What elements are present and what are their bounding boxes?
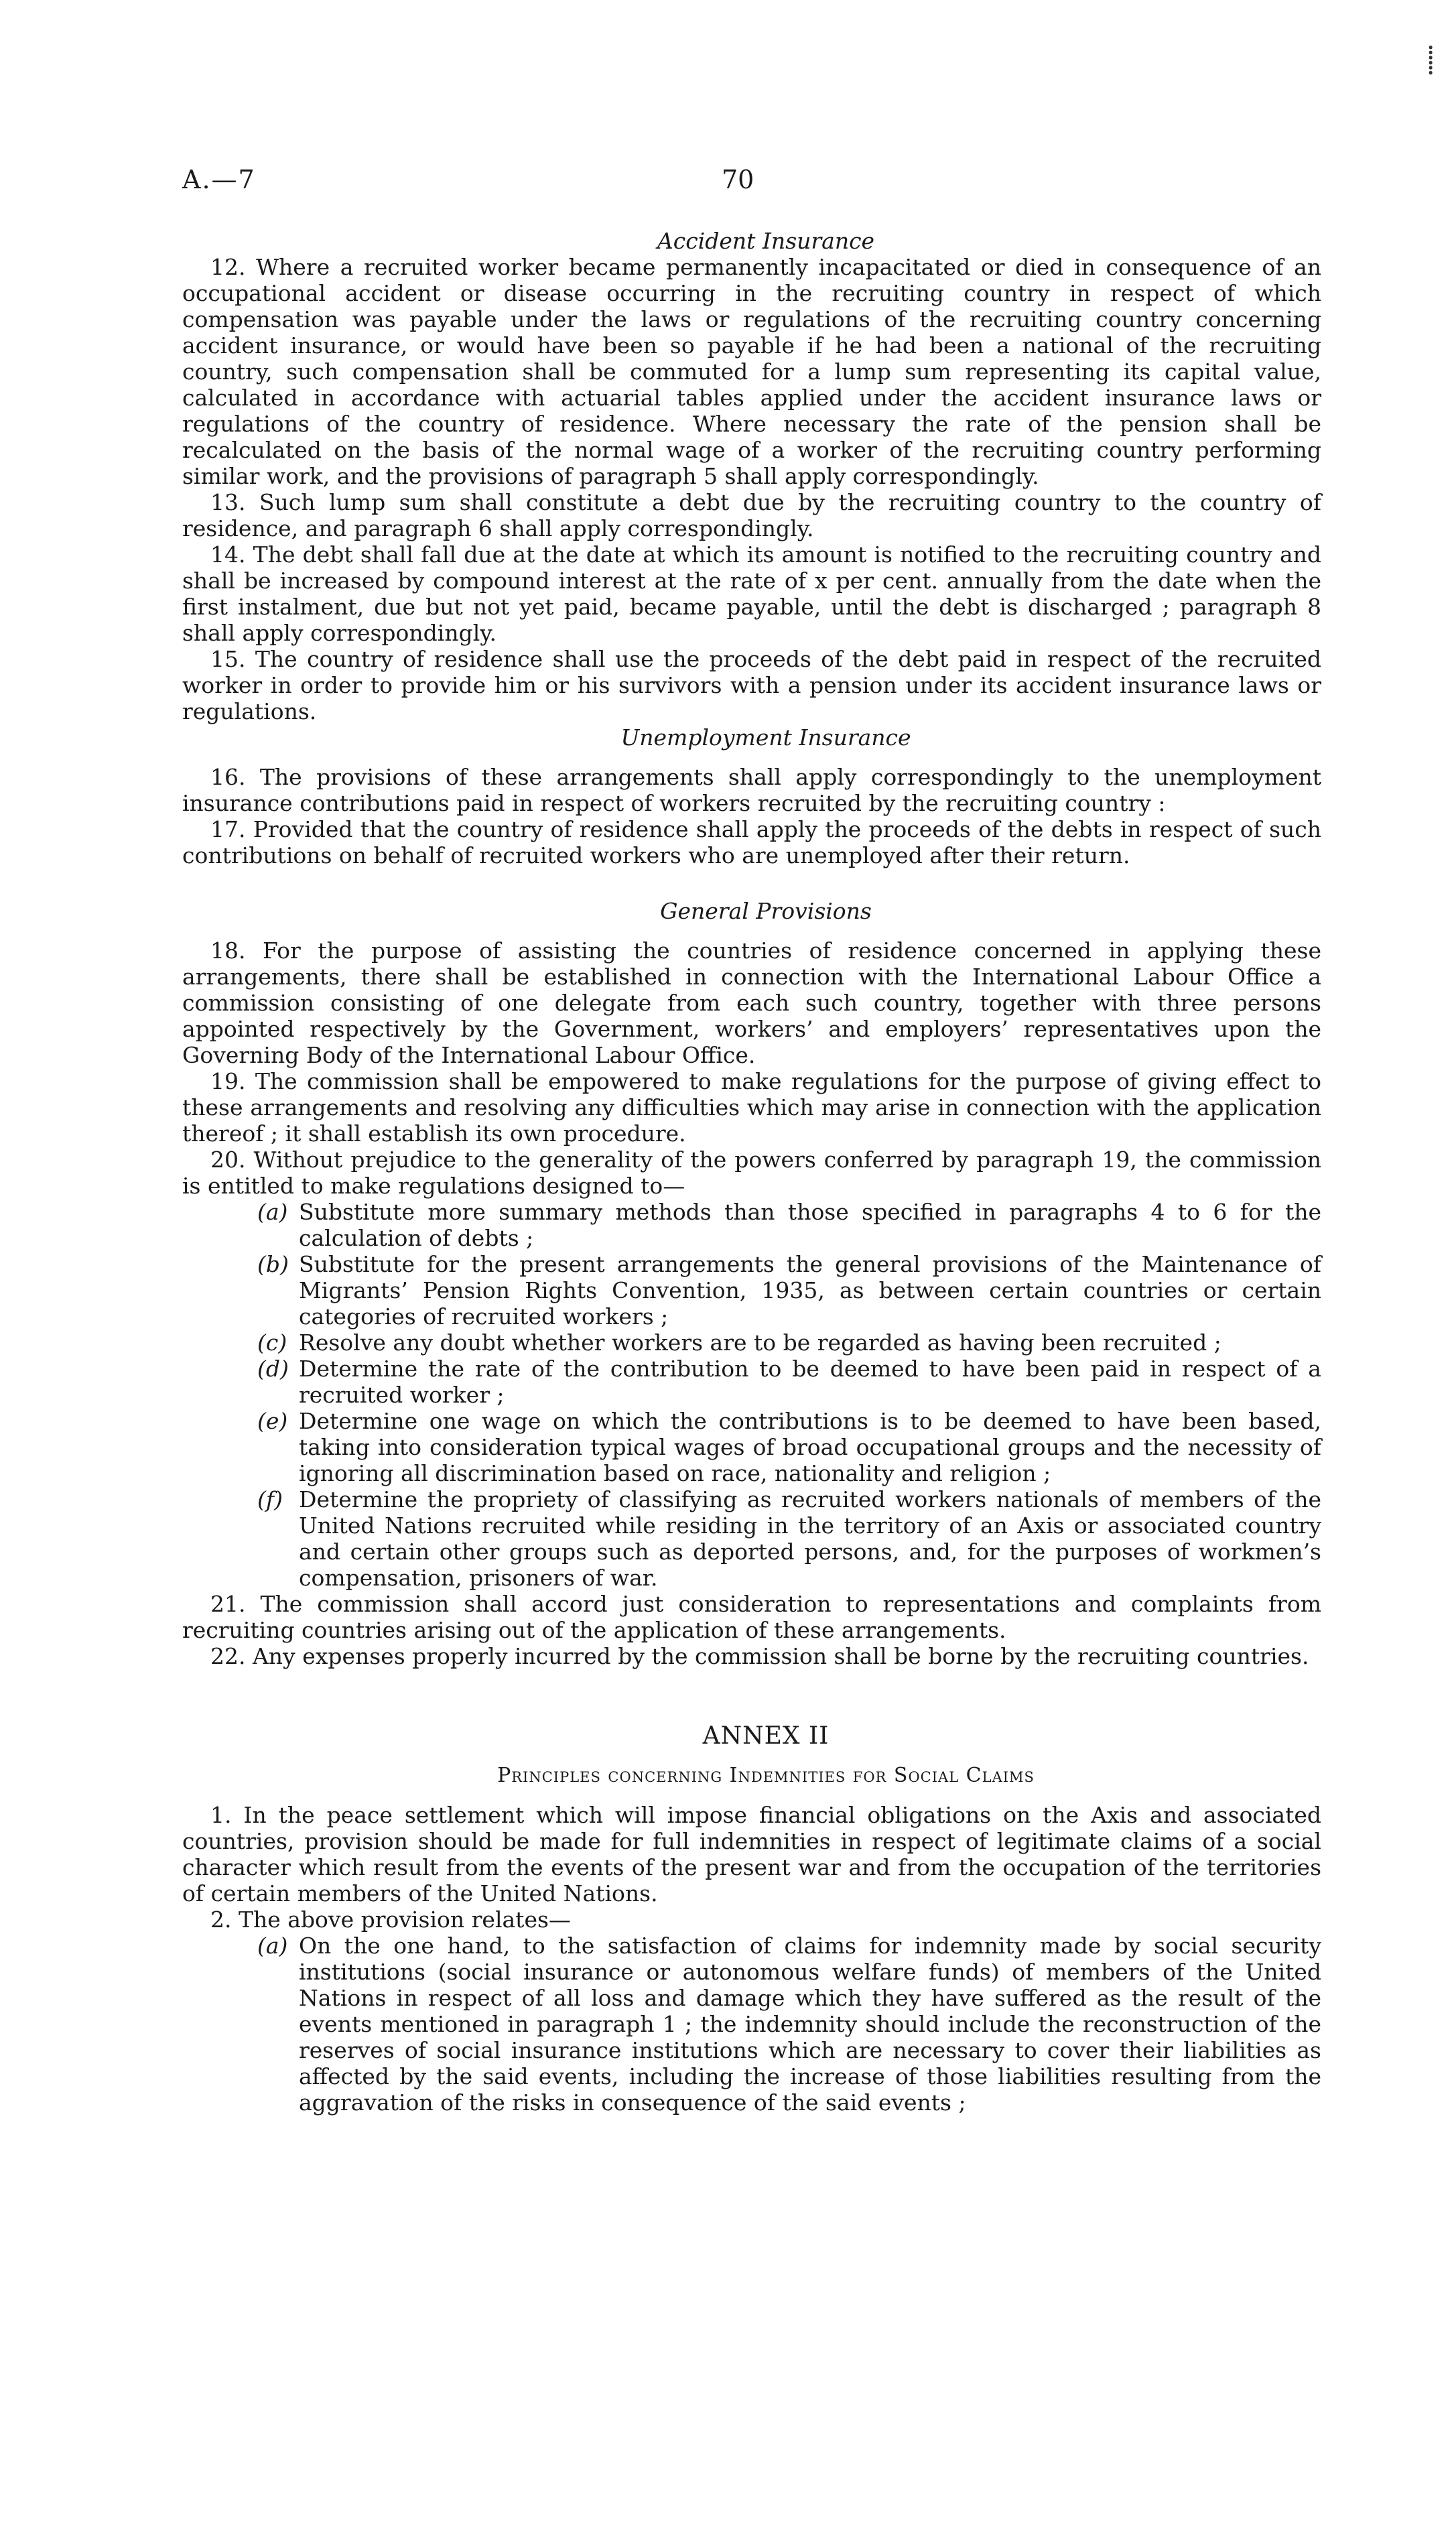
list-item-a <box>182 1199 1321 1251</box>
paragraph-12: 12. Where a recruited worker became permanently incapacitated or died in consequence of an occupational accident or disease occurring in the recruiting country in respect of which compensation was payable under the laws or regulations of the recruiting country concerning accident insurance, or would have been so payable if he had been a national of the recruiting country, such compensation shall be commuted for a lump sum representing its capital value, calculated in accordance with actuarial tables applied under the accident insurance laws or regulations of the country of residence. Where necessary the rate of the pension shall be recalculated on the basis of the normal wage of a worker of the recruiting country performing similar work, and the provisions of paragraph 5 shall apply correspondingly. <box>182 254 1321 489</box>
margin-mark: ⸽ <box>1427 45 1435 76</box>
list-item-label: (c) <box>257 1330 287 1356</box>
body-text <box>182 228 1321 2116</box>
annex-list-item-a <box>182 1933 1321 2116</box>
paragraph-22: 22. Any expenses properly incurred by the commission shall be borne by the recruiting countries. <box>210 1643 1309 1669</box>
document-reference: A.—7 <box>182 165 256 194</box>
list-item-text: Substitute more summary methods than those specified in paragraphs 4 to 6 for the calculation of debts ; <box>299 1199 1321 1251</box>
paragraph-18: 18. For the purpose of assisting the countries of residence concerned in applying these arrangements, there shall be established in connection with the International Labour Office a commission consisting of one delegate from each such country, together with three persons appointed respectively by the Government, workers’ and employers’ representatives upon the Governing Body of the International Labour Office. <box>182 937 1321 1068</box>
list-item-text: Determine one wage on which the contributions is to be deemed to have been based, taking into consideration typical wages of broad occupational groups and the necessity of ignoring all discrimination based on race, nationality and religion ; <box>299 1408 1321 1486</box>
paragraph-14: 14. The debt shall fall due at the date at which its amount is notified to the recruiting country and shall be increased by compound interest at the rate of x per cent. annually from the date when the first instalment, due but not yet paid, became payable, until the debt is discharged ; paragraph 8 shall apply correspondingly. <box>182 541 1321 646</box>
list-item-label: (d) <box>257 1356 289 1382</box>
annex-title: ANNEX II <box>702 1722 830 1750</box>
list-item-label: (b) <box>257 1251 289 1277</box>
list-item-text: Resolve any doubt whether workers are to be regarded as having been recruited ; <box>299 1330 1221 1356</box>
paragraph-21: 21. The commission shall accord just consideration to representations and complaints from recruiting countries arising out of the application of these arrangements. <box>182 1591 1321 1643</box>
list-item-label: (f) <box>257 1486 283 1512</box>
paragraph-20: 20. Without prejudice to the generality of the powers conferred by paragraph 19, the commission is entitled to make regulations designed to— <box>182 1147 1321 1199</box>
paragraph-17: 17. Provided that the country of residence shall apply the proceeds of the debts in respect of such contributions on behalf of recruited workers who are unemployed after their return. <box>182 816 1321 868</box>
list-item-label: (a) <box>257 1199 288 1225</box>
page-number: 70 <box>722 165 754 194</box>
list-item-label: (e) <box>257 1408 288 1434</box>
paragraph-13: 13. Such lump sum shall constitute a debt due by the recruiting country to the country of residence, and paragraph 6 shall apply correspondingly. <box>182 489 1321 541</box>
section-heading-unemployment: Unemployment Insurance <box>620 724 911 751</box>
annex-subtitle: Principles concerning Indemnities for Social Claims <box>497 1764 1035 1787</box>
list-item-f <box>182 1486 1321 1591</box>
list-item-text: Determine the propriety of classifying as recruited workers nationals of members of the United Nations recruited while residing in the territory of an Axis or associated country and certain other groups such as deported persons, and, for the purposes of workmen’s compensation, prisoners of war. <box>299 1486 1321 1591</box>
list-item-text: Substitute for the present arrangements the general provisions of the Maintenance of Migrants’ Pension Rights Convention, 1935, as between certain countries or certain categories of recruited workers ; <box>299 1251 1321 1330</box>
section-heading-accident: Accident Insurance <box>657 228 875 254</box>
list-item-label: (a) <box>257 1933 288 1959</box>
list-item-b <box>182 1251 1321 1330</box>
paragraph-19: 19. The commission shall be empowered to make regulations for the purpose of giving effect to these arrangements and resolving any difficulties which may arise in connection with the application thereof ; it shall establish its own procedure. <box>182 1068 1321 1147</box>
paragraph-15: 15. The country of residence shall use the proceeds of the debt paid in respect of the recruited worker in order to provide him or his survivors with a pension under its accident insurance laws or regulations. <box>182 646 1321 724</box>
list-item-e <box>182 1408 1321 1486</box>
list-item-c <box>182 1330 1321 1356</box>
list-item-d <box>182 1356 1321 1408</box>
annex-paragraph-1: 1. In the peace settlement which will impose financial obligations on the Axis and associated countries, provision should be made for full indemnities in respect of legitimate claims of a social character which result from the events of the present war and from the occupation of the territories of certain members of the United Nations. <box>182 1802 1321 1906</box>
section-heading-general: General Provisions <box>660 898 872 924</box>
list-item-text: On the one hand, to the satisfaction of claims for indemnity made by social security institutions (social insurance or autonomous welfare funds) of members of the United Nations in respect of all loss and damage which they have suffered as the result of the events mentioned in paragraph 1 ; the indemnity should include the reconstruction of the reserves of social insurance institutions which are necessary to cover their liabilities as affected by the said events, including the increase of those liabilities resulting from the aggravation of the risks in consequence of the said events ; <box>299 1933 1321 2116</box>
paragraph-16: 16. The provisions of these arrangements shall apply correspondingly to the unemployment insurance contributions paid in respect of workers recruited by the recruiting country : <box>182 764 1321 816</box>
list-item-text: Determine the rate of the contribution to be deemed to have been paid in respect of a recruited worker ; <box>299 1356 1321 1408</box>
annex-paragraph-2: 2. The above provision relates— <box>210 1906 571 1933</box>
